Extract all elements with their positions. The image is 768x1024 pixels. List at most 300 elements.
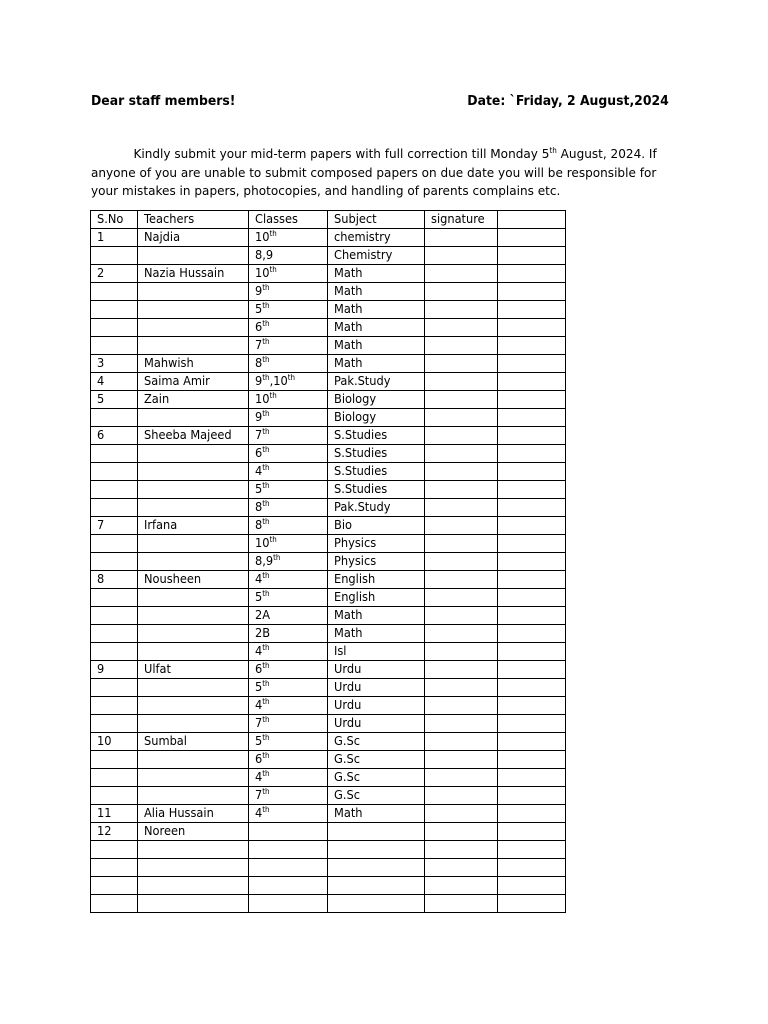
cell-teacher	[138, 769, 249, 787]
cell-signature[interactable]	[425, 301, 498, 319]
class-value: 4	[255, 806, 263, 820]
cell-classes	[249, 517, 328, 535]
cell-teacher	[138, 823, 249, 841]
cell-extra[interactable]	[498, 625, 566, 643]
class-ordinal-suffix: th	[262, 697, 270, 706]
subject-name: S.Studies	[334, 482, 388, 496]
cell-teacher	[138, 247, 249, 265]
cell-extra[interactable]	[498, 283, 566, 301]
submission-table	[90, 210, 566, 913]
cell-sno	[91, 283, 138, 301]
class-value: 8,9	[255, 248, 274, 262]
cell-teacher	[138, 895, 249, 913]
cell-classes	[249, 877, 328, 895]
cell-sno	[91, 229, 138, 247]
cell-extra[interactable]	[498, 715, 566, 733]
cell-teacher	[138, 607, 249, 625]
subject-name: Bio	[334, 518, 352, 532]
cell-subject	[328, 805, 425, 823]
cell-teacher	[138, 463, 249, 481]
teacher-name: Saima Amir	[144, 374, 210, 388]
cell-classes	[249, 859, 328, 877]
cell-sno	[91, 859, 138, 877]
cell-extra[interactable]	[498, 787, 566, 805]
serial-number: 4	[97, 374, 105, 388]
cell-subject	[328, 265, 425, 283]
cell-sno	[91, 301, 138, 319]
class-ordinal-suffix: th	[269, 535, 277, 544]
cell-teacher	[138, 445, 249, 463]
cell-sno	[91, 247, 138, 265]
table-row	[91, 229, 566, 247]
subject-name: Math	[334, 338, 363, 352]
class-value: 4	[255, 572, 263, 586]
serial-number: 7	[97, 518, 105, 532]
cell-subject	[328, 337, 425, 355]
cell-teacher	[138, 859, 249, 877]
cell-signature[interactable]	[425, 697, 498, 715]
table-row	[91, 877, 566, 895]
cell-classes	[249, 229, 328, 247]
cell-teacher	[138, 265, 249, 283]
cell-signature[interactable]	[425, 337, 498, 355]
cell-subject	[328, 355, 425, 373]
cell-subject	[328, 769, 425, 787]
cell-extra[interactable]	[498, 751, 566, 769]
class-ordinal-suffix: th	[262, 337, 270, 346]
teacher-name: Alia Hussain	[144, 806, 214, 820]
cell-teacher	[138, 661, 249, 679]
subject-name: chemistry	[334, 230, 391, 244]
teacher-name: Nazia Hussain	[144, 266, 225, 280]
table-row	[91, 265, 566, 283]
cell-classes	[249, 733, 328, 751]
cell-sno	[91, 409, 138, 427]
serial-number: 9	[97, 662, 105, 676]
cell-sno	[91, 355, 138, 373]
class-value-second: ,10	[269, 374, 288, 388]
table-row	[91, 607, 566, 625]
cell-extra[interactable]	[498, 427, 566, 445]
cell-teacher	[138, 733, 249, 751]
cell-signature[interactable]	[425, 607, 498, 625]
table-row	[91, 787, 566, 805]
cell-signature[interactable]	[425, 247, 498, 265]
cell-subject	[328, 715, 425, 733]
cell-sno	[91, 625, 138, 643]
cell-teacher	[138, 697, 249, 715]
cell-teacher	[138, 535, 249, 553]
subject-name: Urdu	[334, 716, 362, 730]
cell-sno	[91, 427, 138, 445]
greeting-heading: Dear staff members!	[91, 93, 236, 109]
cell-signature[interactable]	[425, 283, 498, 301]
subject-name: Urdu	[334, 698, 362, 712]
cell-subject	[328, 301, 425, 319]
subject-name: Math	[334, 626, 363, 640]
cell-sno	[91, 463, 138, 481]
cell-sno	[91, 697, 138, 715]
table-row	[91, 247, 566, 265]
cell-teacher	[138, 355, 249, 373]
subject-name: Isl	[334, 644, 347, 658]
cell-signature[interactable]	[425, 409, 498, 427]
cell-signature[interactable]	[425, 463, 498, 481]
cell-signature[interactable]	[425, 625, 498, 643]
cell-teacher	[138, 805, 249, 823]
table-row	[91, 355, 566, 373]
table-row	[91, 319, 566, 337]
cell-classes	[249, 607, 328, 625]
table-row	[91, 463, 566, 481]
cell-extra[interactable]	[498, 517, 566, 535]
cell-extra[interactable]	[498, 229, 566, 247]
class-ordinal-suffix: th	[269, 391, 277, 400]
teacher-name: Nousheen	[144, 572, 202, 586]
serial-number: 6	[97, 428, 105, 442]
class-value: 9	[255, 410, 263, 424]
cell-subject	[328, 895, 425, 913]
serial-number: 12	[97, 824, 112, 838]
cell-sno	[91, 769, 138, 787]
class-value: 5	[255, 734, 263, 748]
cell-signature[interactable]	[425, 877, 498, 895]
cell-sno	[91, 679, 138, 697]
cell-subject	[328, 319, 425, 337]
cell-extra[interactable]	[498, 409, 566, 427]
subject-name: Math	[334, 356, 363, 370]
cell-sno	[91, 877, 138, 895]
cell-teacher	[138, 715, 249, 733]
teacher-name: Mahwish	[144, 356, 194, 370]
cell-signature[interactable]	[425, 787, 498, 805]
cell-sno	[91, 373, 138, 391]
notice-text-superscript: th	[549, 146, 557, 155]
table-body	[91, 229, 566, 913]
cell-signature[interactable]	[425, 355, 498, 373]
cell-teacher	[138, 877, 249, 895]
cell-subject	[328, 661, 425, 679]
class-value: 8	[255, 518, 263, 532]
class-value: 2A	[255, 608, 271, 622]
table-row	[91, 859, 566, 877]
notice-paragraph	[91, 145, 670, 201]
cell-classes	[249, 409, 328, 427]
class-ordinal-suffix: th	[262, 517, 270, 526]
cell-sno	[91, 571, 138, 589]
cell-signature[interactable]	[425, 391, 498, 409]
letter-header	[91, 93, 669, 113]
class-value: 7	[255, 338, 263, 352]
table-row	[91, 373, 566, 391]
cell-sno	[91, 787, 138, 805]
column-header-teachers: Teachers	[138, 211, 249, 229]
class-value: 5	[255, 482, 263, 496]
cell-extra[interactable]	[498, 355, 566, 373]
cell-extra[interactable]	[498, 823, 566, 841]
cell-subject	[328, 553, 425, 571]
cell-extra[interactable]	[498, 247, 566, 265]
class-ordinal-suffix: th	[262, 301, 270, 310]
subject-name: G.Sc	[334, 788, 360, 802]
subject-name: Math	[334, 266, 363, 280]
serial-number: 1	[97, 230, 105, 244]
class-ordinal-suffix: th	[262, 427, 270, 436]
cell-teacher	[138, 841, 249, 859]
cell-signature[interactable]	[425, 841, 498, 859]
cell-classes	[249, 751, 328, 769]
class-value: 10	[255, 536, 270, 550]
table-row	[91, 733, 566, 751]
cell-extra[interactable]	[498, 391, 566, 409]
serial-number: 3	[97, 356, 105, 370]
table-row	[91, 715, 566, 733]
column-header-subject: Subject	[328, 211, 425, 229]
cell-classes	[249, 265, 328, 283]
cell-subject	[328, 229, 425, 247]
subject-name: Biology	[334, 410, 377, 424]
cell-classes	[249, 625, 328, 643]
cell-signature[interactable]	[425, 517, 498, 535]
class-value: 8,9	[255, 554, 274, 568]
table-row	[91, 661, 566, 679]
subject-name: English	[334, 572, 376, 586]
cell-teacher	[138, 517, 249, 535]
cell-teacher	[138, 499, 249, 517]
cell-teacher	[138, 301, 249, 319]
cell-subject	[328, 859, 425, 877]
cell-signature[interactable]	[425, 679, 498, 697]
cell-subject	[328, 463, 425, 481]
cell-sno	[91, 481, 138, 499]
cell-subject	[328, 247, 425, 265]
class-ordinal-suffix: th	[262, 445, 270, 454]
cell-sno	[91, 733, 138, 751]
cell-signature[interactable]	[425, 265, 498, 283]
notice-text-part1: Kindly submit your mid-term papers with full correction till Monday 5	[133, 146, 550, 161]
cell-extra[interactable]	[498, 589, 566, 607]
cell-sno	[91, 895, 138, 913]
cell-extra[interactable]	[498, 301, 566, 319]
class-value: 6	[255, 446, 263, 460]
cell-extra[interactable]	[498, 643, 566, 661]
cell-sno	[91, 391, 138, 409]
cell-signature[interactable]	[425, 805, 498, 823]
cell-classes	[249, 769, 328, 787]
serial-number: 8	[97, 572, 105, 586]
column-header-extra	[498, 211, 566, 229]
class-ordinal-suffix: th	[262, 355, 270, 364]
cell-teacher	[138, 553, 249, 571]
table-row	[91, 391, 566, 409]
cell-classes	[249, 805, 328, 823]
cell-signature[interactable]	[425, 751, 498, 769]
cell-sno	[91, 337, 138, 355]
class-value: 10	[255, 392, 270, 406]
class-ordinal-suffix: th	[262, 787, 270, 796]
table-row	[91, 697, 566, 715]
cell-sno	[91, 715, 138, 733]
cell-teacher	[138, 283, 249, 301]
cell-extra[interactable]	[498, 535, 566, 553]
cell-extra[interactable]	[498, 859, 566, 877]
cell-extra[interactable]	[498, 499, 566, 517]
class-value: 7	[255, 788, 263, 802]
date-heading: Date: `Friday, 2 August,2024	[467, 93, 669, 109]
cell-extra[interactable]	[498, 895, 566, 913]
cell-subject	[328, 445, 425, 463]
cell-subject	[328, 427, 425, 445]
cell-teacher	[138, 589, 249, 607]
cell-extra[interactable]	[498, 733, 566, 751]
column-header-classes: Classes	[249, 211, 328, 229]
teacher-name: Zain	[144, 392, 170, 406]
class-ordinal-suffix: th	[262, 409, 270, 418]
cell-signature[interactable]	[425, 715, 498, 733]
cell-extra[interactable]	[498, 841, 566, 859]
cell-signature[interactable]	[425, 481, 498, 499]
cell-subject	[328, 409, 425, 427]
cell-extra[interactable]	[498, 769, 566, 787]
cell-extra[interactable]	[498, 265, 566, 283]
cell-teacher	[138, 427, 249, 445]
cell-extra[interactable]	[498, 481, 566, 499]
cell-subject	[328, 625, 425, 643]
teacher-name: Najdia	[144, 230, 181, 244]
cell-teacher	[138, 679, 249, 697]
cell-teacher	[138, 391, 249, 409]
cell-subject	[328, 679, 425, 697]
cell-sno	[91, 589, 138, 607]
class-ordinal-suffix: th	[262, 661, 270, 670]
cell-extra[interactable]	[498, 319, 566, 337]
class-ordinal-suffix: th	[262, 679, 270, 688]
cell-teacher	[138, 643, 249, 661]
cell-signature[interactable]	[425, 643, 498, 661]
cell-teacher	[138, 481, 249, 499]
cell-signature[interactable]	[425, 535, 498, 553]
cell-extra[interactable]	[498, 337, 566, 355]
cell-sno	[91, 499, 138, 517]
cell-subject	[328, 589, 425, 607]
cell-sno	[91, 823, 138, 841]
subject-name: English	[334, 590, 376, 604]
table-row	[91, 481, 566, 499]
cell-signature[interactable]	[425, 373, 498, 391]
subject-name: Physics	[334, 536, 377, 550]
cell-classes	[249, 337, 328, 355]
cell-teacher	[138, 229, 249, 247]
class-ordinal-suffix: th	[262, 751, 270, 760]
table-row	[91, 769, 566, 787]
cell-teacher	[138, 751, 249, 769]
table-row	[91, 895, 566, 913]
class-ordinal-suffix: th	[269, 229, 277, 238]
cell-classes	[249, 841, 328, 859]
class-ordinal-suffix: th	[262, 571, 270, 580]
cell-subject	[328, 787, 425, 805]
cell-extra[interactable]	[498, 805, 566, 823]
cell-subject	[328, 499, 425, 517]
cell-extra[interactable]	[498, 571, 566, 589]
cell-classes	[249, 643, 328, 661]
cell-classes	[249, 247, 328, 265]
cell-sno	[91, 517, 138, 535]
cell-signature[interactable]	[425, 823, 498, 841]
table-header-row	[91, 211, 566, 229]
cell-signature[interactable]	[425, 445, 498, 463]
cell-subject	[328, 607, 425, 625]
subject-name: Urdu	[334, 680, 362, 694]
cell-signature[interactable]	[425, 571, 498, 589]
subject-name: G.Sc	[334, 734, 360, 748]
teacher-name: Sheeba Majeed	[144, 428, 232, 442]
cell-subject	[328, 391, 425, 409]
table-row	[91, 337, 566, 355]
subject-name: Math	[334, 284, 363, 298]
cell-subject	[328, 697, 425, 715]
cell-classes	[249, 301, 328, 319]
cell-extra[interactable]	[498, 373, 566, 391]
cell-sno	[91, 319, 138, 337]
cell-extra[interactable]	[498, 679, 566, 697]
cell-extra[interactable]	[498, 877, 566, 895]
table-row	[91, 499, 566, 517]
serial-number: 11	[97, 806, 112, 820]
cell-extra[interactable]	[498, 553, 566, 571]
class-value: 6	[255, 662, 263, 676]
cell-sno	[91, 841, 138, 859]
class-ordinal-suffix: th	[262, 733, 270, 742]
cell-signature[interactable]	[425, 859, 498, 877]
cell-extra[interactable]	[498, 607, 566, 625]
cell-classes	[249, 679, 328, 697]
cell-classes	[249, 445, 328, 463]
table-row	[91, 517, 566, 535]
cell-extra[interactable]	[498, 445, 566, 463]
table-row	[91, 301, 566, 319]
class-value: 5	[255, 590, 263, 604]
cell-signature[interactable]	[425, 427, 498, 445]
cell-signature[interactable]	[425, 769, 498, 787]
cell-signature[interactable]	[425, 895, 498, 913]
cell-extra[interactable]	[498, 463, 566, 481]
cell-signature[interactable]	[425, 589, 498, 607]
cell-signature[interactable]	[425, 229, 498, 247]
cell-extra[interactable]	[498, 661, 566, 679]
class-ordinal-suffix: th	[262, 319, 270, 328]
class-ordinal-suffix: th	[269, 265, 277, 274]
cell-subject	[328, 535, 425, 553]
cell-signature[interactable]	[425, 499, 498, 517]
cell-extra[interactable]	[498, 697, 566, 715]
cell-sno	[91, 445, 138, 463]
cell-signature[interactable]	[425, 553, 498, 571]
class-value: 8	[255, 356, 263, 370]
cell-subject	[328, 481, 425, 499]
class-value: 4	[255, 464, 263, 478]
cell-classes	[249, 661, 328, 679]
cell-signature[interactable]	[425, 319, 498, 337]
table-row	[91, 643, 566, 661]
class-value: 4	[255, 698, 263, 712]
notice-text-part2: August, 2024. If anyone of you are unable to submit composed papers on due date you will be responsible for your mistakes in papers, photocopies, and handling of parents complains etc.	[91, 146, 657, 198]
teacher-name: Noreen	[144, 824, 186, 838]
class-ordinal-suffix: th	[262, 463, 270, 472]
cell-signature[interactable]	[425, 733, 498, 751]
cell-subject	[328, 283, 425, 301]
cell-signature[interactable]	[425, 661, 498, 679]
